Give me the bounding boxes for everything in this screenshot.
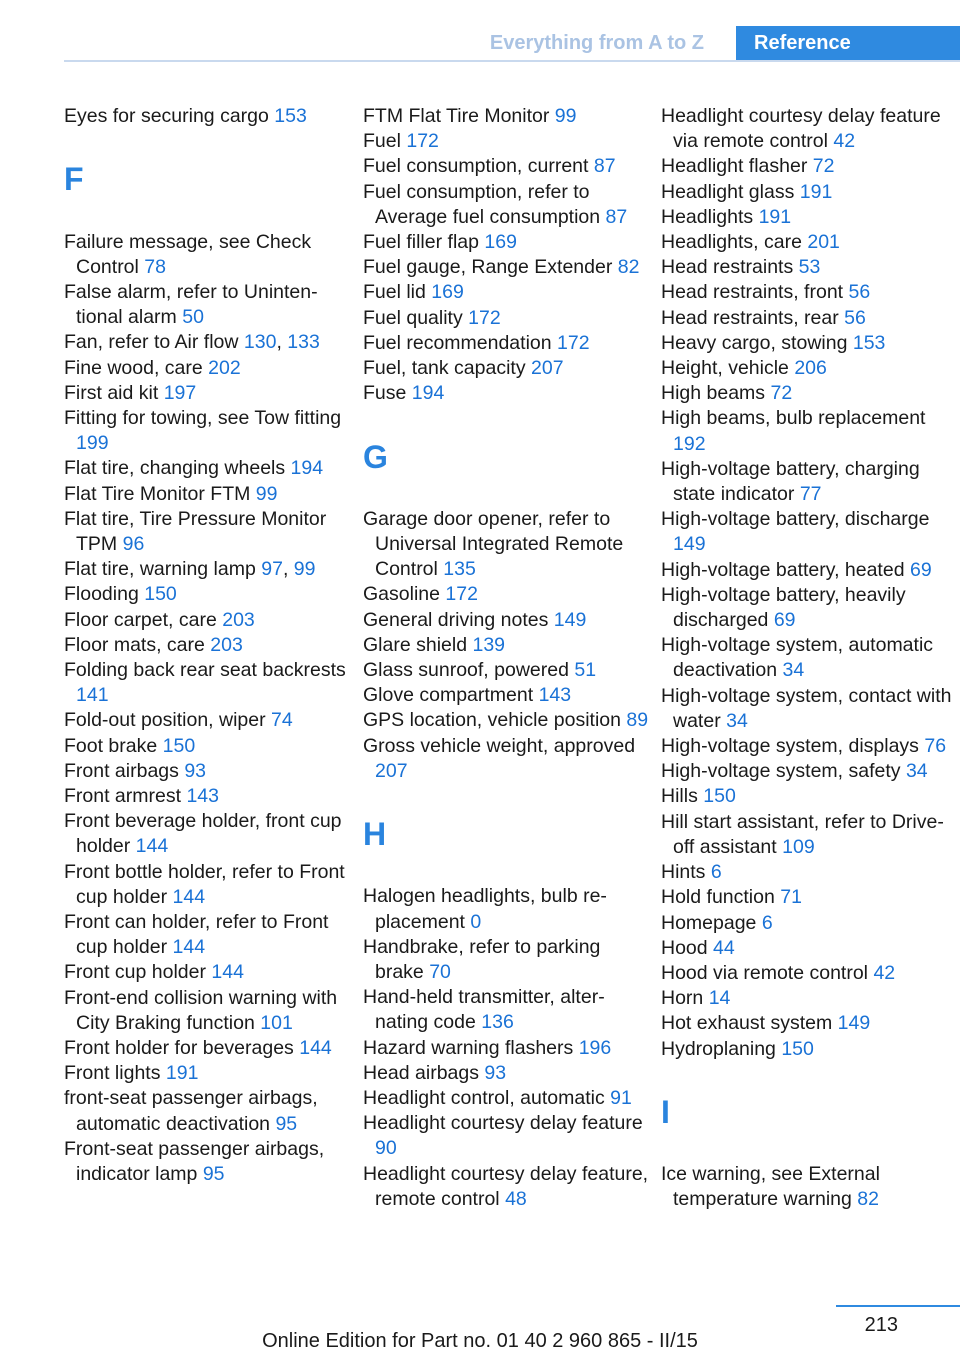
index-entry <box>363 381 651 406</box>
index-entry <box>661 860 957 885</box>
page-reference-link[interactable]: 97 <box>261 558 283 581</box>
index-entry <box>661 986 957 1011</box>
index-entry <box>363 708 651 733</box>
page-reference-link[interactable]: 90 <box>375 1137 397 1160</box>
page-reference-link[interactable]: 56 <box>844 306 866 329</box>
page-reference-link[interactable]: 150 <box>781 1037 814 1060</box>
page-reference-link[interactable]: 34 <box>726 709 748 732</box>
page-reference-link[interactable]: 77 <box>799 483 822 506</box>
index-entry-term: Hood via remote control <box>661 961 869 984</box>
index-entry-term: Front armrest <box>64 785 182 808</box>
index-entry <box>363 507 651 583</box>
index-entry-term: Hood <box>661 936 708 959</box>
index-entry-term: False alarm, refer to Unintentional alarm <box>64 280 318 329</box>
page-reference-link[interactable]: 72 <box>812 155 835 178</box>
index-entry <box>363 1162 651 1212</box>
index-entry-term: General driving notes <box>363 608 549 631</box>
page-reference-link[interactable]: 51 <box>574 659 597 682</box>
index-entry <box>363 154 651 179</box>
index-entry-term: Hazard warning flashers <box>363 1036 574 1059</box>
index-entry-term: Flat tire, Tire Pressure Monitor TPM <box>64 507 327 556</box>
index-entry-term: Front-seat passenger airbags, indicator lamp <box>64 1137 325 1186</box>
index-entry-term: Head airbags <box>363 1061 479 1084</box>
page-reference-link[interactable]: 71 <box>780 886 802 909</box>
index-entry-term: Head restraints, rear <box>661 306 839 329</box>
index-entry: Flat tire, warning lamp 97, 99 <box>64 558 316 581</box>
index-spacer <box>363 482 651 507</box>
page-reference-link[interactable]: 191 <box>758 205 792 228</box>
index-entry <box>64 582 352 607</box>
page-reference-link[interactable]: 82 <box>857 1188 879 1211</box>
index-entry <box>363 129 651 154</box>
index-entry <box>64 1036 352 1061</box>
index-entry-term: Fuse <box>363 382 407 405</box>
index-entry-term: Flooding <box>64 583 139 606</box>
page-reference-link[interactable]: 196 <box>578 1036 612 1059</box>
index-spacer <box>661 1137 957 1162</box>
index-entry <box>661 734 957 759</box>
index-entry <box>64 381 352 406</box>
index-entry-term: Height, vehicle <box>661 357 789 380</box>
page-reference-link[interactable]: 207 <box>375 759 408 782</box>
index-entry <box>661 633 957 683</box>
index-entry <box>64 456 352 481</box>
footer-divider <box>836 1305 960 1307</box>
index-entry <box>64 1137 352 1187</box>
page-reference-link[interactable]: 99 <box>255 482 278 505</box>
index-entry <box>64 507 352 557</box>
index-entry-term: Gross vehicle weight, approved <box>363 734 636 757</box>
index-entry-term: Fold-out position, wiper <box>64 709 266 732</box>
index-entry-term: Failure message, see Check Control <box>64 230 312 278</box>
page-reference-link[interactable]: 197 <box>163 381 197 404</box>
page-reference-link[interactable]: 53 <box>798 256 821 279</box>
page-reference-link[interactable]: 139 <box>472 633 506 656</box>
index-entry <box>661 911 957 936</box>
index-entry-term: Fuel lid <box>363 281 426 304</box>
index-entry <box>64 960 352 985</box>
index-entry <box>661 230 957 255</box>
index-entry-term: Horn <box>661 987 704 1010</box>
index-letter-heading: G <box>363 438 388 475</box>
section-tab[interactable]: Everything from A to Z <box>489 32 704 54</box>
page-reference-link[interactable]: 6 <box>710 861 722 884</box>
index-entry-term: Headlights, care <box>661 231 802 254</box>
index-entry <box>363 608 651 633</box>
index-entry-term: Garage door opener, refer to Universal Integrated Remote Control <box>363 507 624 581</box>
index-entry <box>661 784 957 809</box>
index-entry <box>661 457 957 507</box>
page-reference-link[interactable]: 191 <box>799 180 833 203</box>
index-entry-term: Glass sunroof, powered <box>363 659 569 682</box>
page-reference-link[interactable]: 34 <box>782 659 805 682</box>
chapter-tab[interactable]: Reference <box>736 26 960 60</box>
index-entry <box>661 1037 957 1062</box>
index-entry <box>661 205 957 230</box>
page-reference-link[interactable]: 50 <box>182 306 204 329</box>
index-entry <box>661 961 957 986</box>
page-reference-link[interactable]: 202 <box>208 356 241 379</box>
page-reference-link[interactable]: 144 <box>172 936 206 959</box>
index-column-1 <box>64 104 352 1187</box>
index-column-3 <box>661 104 957 1213</box>
page-reference-link[interactable]: 93 <box>184 759 207 782</box>
page-reference-link[interactable]: 87 <box>593 155 616 178</box>
page-reference-link[interactable]: 101 <box>260 1011 293 1034</box>
page-reference-link[interactable]: 149 <box>837 1012 871 1035</box>
index-entry <box>64 759 352 784</box>
index-entry <box>64 910 352 960</box>
index-entry <box>64 482 352 507</box>
index-letter-heading: H <box>363 816 387 853</box>
page-reference-link[interactable]: 143 <box>538 684 572 707</box>
page-reference-link[interactable]: 130 <box>243 331 277 354</box>
page-reference-link[interactable]: 153 <box>852 331 886 354</box>
index-entry <box>363 1061 651 1086</box>
index-entry <box>363 935 651 985</box>
index-entry <box>661 1162 957 1212</box>
page-reference-link[interactable]: 96 <box>122 533 145 556</box>
index-entry-term: Eyes for securing cargo <box>64 105 269 127</box>
index-entry <box>661 280 957 305</box>
index-entry-term: Front cup holder <box>64 961 206 984</box>
page-reference-link[interactable]: 91 <box>610 1087 632 1110</box>
index-entry <box>64 809 352 859</box>
index-letter-heading: F <box>64 161 84 198</box>
page-reference-link[interactable]: 172 <box>406 130 439 153</box>
page-reference-link[interactable]: 203 <box>210 633 243 656</box>
index-entry <box>64 608 352 633</box>
index-entry-term: High-voltage battery, heated <box>661 558 905 581</box>
index-entry <box>363 331 651 356</box>
index-entry-term: Head restraints <box>661 256 794 279</box>
page-reference-link[interactable]: 95 <box>202 1163 225 1186</box>
page-reference-link[interactable]: 99 <box>293 558 316 581</box>
page-reference-link[interactable]: 133 <box>287 331 320 354</box>
page-reference-link[interactable]: 191 <box>165 1062 199 1085</box>
page-reference-link[interactable]: 194 <box>290 457 324 480</box>
index-entry <box>363 658 651 683</box>
index-entry-term: Fuel gauge, Range Extender <box>363 256 613 279</box>
index-entry <box>661 558 957 583</box>
index-spacer <box>661 1062 957 1087</box>
index-entry <box>661 406 957 456</box>
index-entry <box>64 1061 352 1086</box>
page-reference-link[interactable]: 89 <box>626 709 649 732</box>
page-reference-link[interactable]: 150 <box>144 583 177 606</box>
page-reference-link[interactable]: 172 <box>468 306 501 329</box>
index-entry <box>363 582 651 607</box>
index-entry <box>363 306 651 331</box>
page-reference-link[interactable]: 135 <box>443 558 476 581</box>
index-entry-term: Headlights <box>661 205 754 228</box>
index-entry-term: Headlight courtesy delay feature, remote control <box>363 1162 649 1210</box>
index-entry <box>661 507 957 557</box>
index-entry-term: Front airbags <box>64 759 179 782</box>
index-entry-term: High beams, bulb replacement <box>661 407 926 430</box>
index-entry <box>64 230 352 280</box>
page-reference-link[interactable]: 149 <box>673 533 706 556</box>
index-entry-term: Fitting for towing, see Tow fitting <box>64 407 342 429</box>
page-reference-link[interactable]: 44 <box>713 936 735 959</box>
index-entry-term: Fan, refer to Air flow <box>64 331 239 354</box>
page-reference-link[interactable]: 69 <box>909 558 932 581</box>
index-entry-term: Flat tire, changing wheels <box>64 457 286 480</box>
page-reference-link[interactable]: 42 <box>873 961 896 984</box>
index-spacer <box>363 784 651 809</box>
index-entry-term: Hills <box>661 785 698 808</box>
index-entry-term: Glove compartment <box>363 684 534 707</box>
index-entry-term: Fuel consumption, current <box>363 155 589 178</box>
page-reference-link[interactable]: 150 <box>162 734 196 757</box>
index-entry <box>363 255 651 280</box>
index-entry-term: High-voltage battery, heavily discharged <box>661 583 906 632</box>
page-reference-link[interactable]: 149 <box>553 608 587 631</box>
index-entry <box>661 684 957 734</box>
index-entry-term: High-voltage system, safety <box>661 760 901 783</box>
index-entry <box>661 936 957 961</box>
index-entry <box>64 104 352 129</box>
index-entry-term: Foot brake <box>64 734 158 757</box>
edition-note: Online Edition for Part no. 01 40 2 960 865 - II/15 <box>262 1330 698 1352</box>
index-entry-term: Floor mats, care <box>64 633 205 656</box>
page-reference-link[interactable]: 203 <box>222 608 255 631</box>
page-reference-link[interactable]: 136 <box>481 1011 514 1034</box>
index-entry <box>363 734 651 784</box>
index-entry <box>363 1036 651 1061</box>
page-reference-link[interactable]: 153 <box>274 105 307 127</box>
index-entry-term: Glare shield <box>363 633 468 656</box>
page-reference-link[interactable]: 70 <box>429 961 451 984</box>
index-entry <box>661 810 957 860</box>
index-entry <box>64 734 352 759</box>
page-number: 213 <box>864 1314 898 1336</box>
page-header <box>0 0 960 62</box>
page-reference-link[interactable]: 144 <box>135 835 169 858</box>
index-entry-term: Front beverage holder, front cup holder <box>64 810 342 858</box>
index-entry <box>661 1011 957 1036</box>
index-entry <box>661 306 957 331</box>
index-entry <box>661 255 957 280</box>
index-entry-term: Head restraints, front <box>661 281 844 304</box>
index-spacer <box>363 406 651 431</box>
index-entry <box>64 356 352 381</box>
index-entry-term: Folding back rear seat backrests <box>64 659 346 682</box>
index-entry <box>661 154 957 179</box>
index-entry-term: Floor carpet, care <box>64 608 217 631</box>
index-spacer <box>363 859 651 884</box>
index-entry-term: High-voltage battery, charging state indicator <box>661 457 920 506</box>
page-reference-link[interactable]: 194 <box>411 382 445 405</box>
index-entry-term: Hot exhaust system <box>661 1012 833 1035</box>
page-reference-link[interactable]: 42 <box>833 130 856 153</box>
index-entry <box>363 280 651 305</box>
index-entry <box>363 1111 651 1161</box>
page-reference-link[interactable]: 69 <box>773 609 796 632</box>
index-entry <box>64 784 352 809</box>
index-entry-term: First aid kit <box>64 381 159 404</box>
index-entry <box>64 280 352 330</box>
page-reference-link[interactable]: 172 <box>445 583 478 606</box>
index-entry-term: Headlight courtesy delay feature <box>363 1112 643 1135</box>
page-reference-link[interactable]: 207 <box>531 357 564 380</box>
index-spacer <box>64 129 352 154</box>
index-entry-term: High beams <box>661 382 766 405</box>
page-reference-link[interactable]: 82 <box>617 256 640 279</box>
page-reference-link[interactable]: 109 <box>782 835 815 858</box>
index-entry <box>661 583 957 633</box>
index-entry-term: GPS location, vehicle position <box>363 709 621 732</box>
index-entry-term: Heavy cargo, stowing <box>661 331 848 354</box>
index-entry-term: Fine wood, care <box>64 356 203 379</box>
index-entry-term: Handbrake, refer to parking brake <box>363 935 601 984</box>
page-reference-link[interactable]: 76 <box>924 735 947 758</box>
page-reference-link[interactable]: 0 <box>470 910 482 933</box>
index-spacer <box>64 204 352 229</box>
index-entry <box>64 633 352 658</box>
index-entry-term: Ice warning, see External temperature warning <box>661 1163 880 1211</box>
index-entry-term: Front can holder, refer to Front cup holder <box>64 911 329 959</box>
index-entry-term: Headlight flasher <box>661 155 808 178</box>
index-entry-term: Fuel quality <box>363 306 463 329</box>
page-reference-link[interactable]: 201 <box>807 231 840 254</box>
index-entry <box>661 331 957 356</box>
index-entry: Fan, refer to Air flow 130, 133 <box>64 331 320 354</box>
page-reference-link[interactable]: 48 <box>505 1187 527 1210</box>
index-entry <box>64 708 352 733</box>
page-reference-link[interactable]: 95 <box>275 1112 298 1135</box>
index-entry-term: FTM Flat Tire Monitor <box>363 105 550 127</box>
index-entry-term: Homepage <box>661 911 757 934</box>
page-reference-link[interactable]: 143 <box>186 785 219 808</box>
index-entry <box>363 683 651 708</box>
index-entry-term: High-voltage battery, discharge <box>661 508 930 531</box>
index-entry-term: High-voltage system, displays <box>661 735 919 758</box>
page-reference-link[interactable]: 74 <box>271 709 293 732</box>
index-entry <box>661 356 957 381</box>
index-entry-term: Front holder for beverages <box>64 1037 294 1060</box>
index-entry <box>661 104 957 154</box>
page-reference-link[interactable]: 56 <box>848 281 871 304</box>
page-reference-link[interactable]: 78 <box>144 255 166 278</box>
page-reference-link[interactable]: 87 <box>605 205 628 228</box>
page-reference-link[interactable]: 72 <box>770 382 793 405</box>
index-entry <box>64 986 352 1036</box>
page-reference-link[interactable]: 99 <box>554 105 577 127</box>
index-entry-term: Flat Tire Monitor FTM <box>64 482 251 505</box>
index-entry-term: High-voltage system, automatic deactivation <box>661 634 934 682</box>
index-entry-term: Fuel recommendation <box>363 331 552 354</box>
index-entry-term: Fuel consumption, refer to Average fuel consumption <box>363 180 601 228</box>
index-entry <box>363 1086 651 1111</box>
index-entry <box>64 658 352 708</box>
index-entry <box>661 381 957 406</box>
page-reference-link[interactable]: 144 <box>172 885 206 908</box>
page-reference-link[interactable]: 141 <box>76 684 109 707</box>
index-entry-term: Front bottle holder, refer to Front cup holder <box>64 860 345 908</box>
header-divider <box>64 60 960 62</box>
index-entry-term: Hold function <box>661 886 775 909</box>
page-reference-link[interactable]: 192 <box>673 432 706 455</box>
index-entry-term: High-voltage system, contact with water <box>661 684 952 732</box>
index-entry <box>363 104 651 129</box>
index-entry-term: Fuel <box>363 130 401 153</box>
page-reference-link[interactable]: 169 <box>484 231 517 254</box>
index-entry-term: Halogen headlights, bulb replacement <box>363 885 607 933</box>
index-entry <box>363 633 651 658</box>
index-entry-term: Headlight courtesy delay feature via remote control <box>661 105 941 153</box>
index-entry-term: Hydroplaning <box>661 1037 776 1060</box>
index-entry-term: Fuel filler flap <box>363 231 479 254</box>
page-reference-link[interactable]: 14 <box>708 987 731 1010</box>
index-entry <box>363 985 651 1035</box>
index-entry <box>64 406 352 456</box>
index-entry-term: Hill start assistant, refer to Drive-off assistant <box>661 810 944 858</box>
index-entry-term: Headlight glass <box>661 180 795 203</box>
index-entry-term: Hints <box>661 861 706 884</box>
page-reference-link[interactable]: 144 <box>299 1037 332 1060</box>
index-entry-term: Flat tire, warning lamp <box>64 558 256 581</box>
page-reference-link[interactable]: 172 <box>557 331 590 354</box>
index-entry <box>661 885 957 910</box>
index-column-2 <box>363 104 651 1212</box>
index-entry <box>661 759 957 784</box>
page-reference-link[interactable]: 199 <box>76 432 109 455</box>
index-entry-term: Front lights <box>64 1062 161 1085</box>
index-entry-term: Headlight control, automatic <box>363 1087 605 1110</box>
index-entry <box>661 180 957 205</box>
page-reference-link[interactable]: 34 <box>905 760 928 783</box>
page-reference-link[interactable]: 169 <box>431 281 464 304</box>
page-reference-link[interactable]: 144 <box>211 961 244 984</box>
index-entry <box>363 180 651 230</box>
index-entry <box>363 356 651 381</box>
index-entry-term: Gasoline <box>363 583 440 606</box>
index-entry <box>363 884 651 934</box>
index-entry-term: front-seat passenger airbags, automatic deactivation <box>64 1087 318 1135</box>
page-reference-link[interactable]: 6 <box>761 911 773 934</box>
page-reference-link[interactable]: 150 <box>703 785 736 808</box>
page-reference-link[interactable]: 206 <box>794 357 827 380</box>
index-entry <box>64 860 352 910</box>
index-entry-term: Hand-held transmitter, alternating code <box>363 986 605 1034</box>
index-entry-term: Fuel, tank capacity <box>363 357 526 380</box>
index-entry <box>363 230 651 255</box>
index-letter-heading: I <box>661 1093 670 1130</box>
index-entry-term: Front-end collision warning with City Braking function <box>64 986 338 1034</box>
page-reference-link[interactable]: 93 <box>484 1061 507 1084</box>
index-entry <box>64 1086 352 1136</box>
